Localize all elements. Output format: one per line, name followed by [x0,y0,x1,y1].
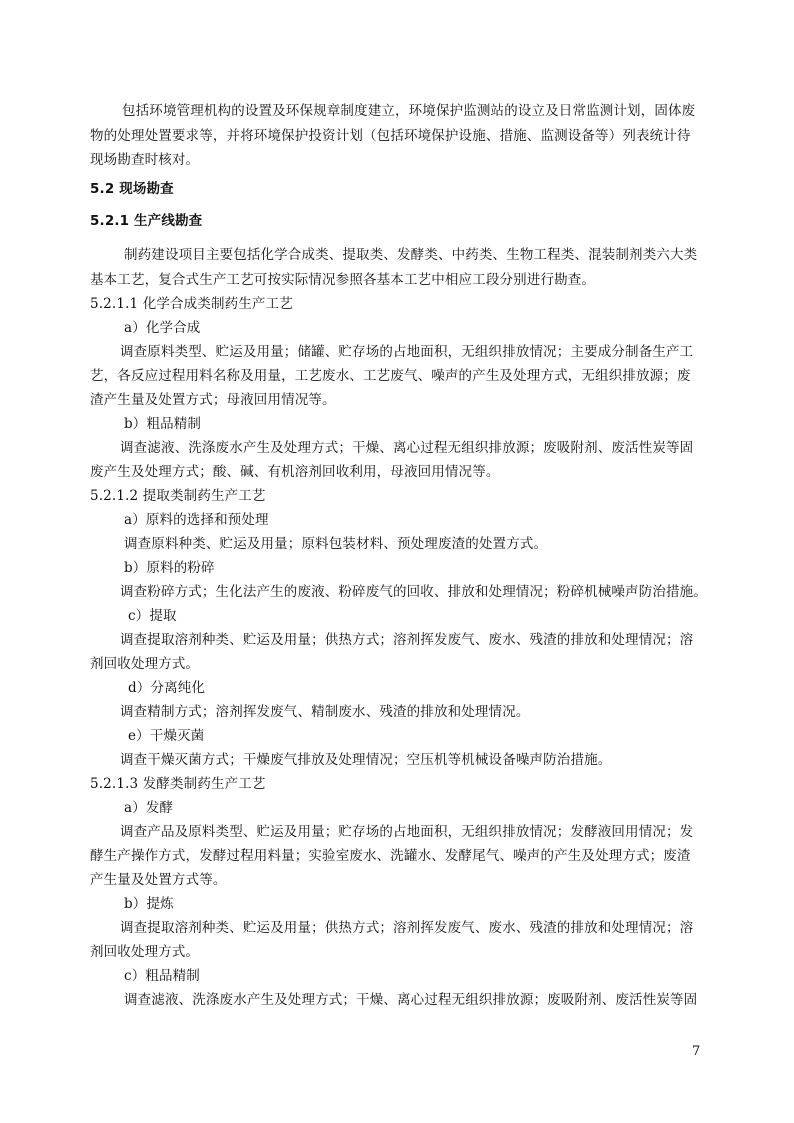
ferment-a-label: a）发酵 [124,800,174,816]
para-5-2-1-line-1: 制药建设项目主要包括化学合成类、提取类、发酵类、中药类、生物工程类、混装制剂类六大类 [124,247,698,263]
intro-line-2: 物的处理处置要求等，并将环境保护投资计划（包括环境保护设施、措施、监测设备等）列表统计待 [90,128,691,144]
page-number: 7 [692,1044,701,1059]
ferment-c-label: c）粗品精制 [124,968,200,984]
chem-a-text-1: 调查原料类型、贮运及用量；储罐、贮存场的占地面积，无组织排放情况；主要成分制备生产工 [120,344,694,360]
chem-a-text-3: 渣产生量及处置方式；母液回用情况等。 [90,392,336,408]
chem-a-text-2: 艺，各反应过程用料名称及用量，工艺废水、工艺废气、噪声的产生及处理方式，无组织排放源；废 [90,368,691,384]
chem-b-text-1: 调查滤液、洗涤废水产生及处理方式；干燥、离心过程无组织排放源；废吸附剂、废活性炭等固 [120,440,694,456]
chem-b-text-2: 废产生及处理方式；酸、碱、有机溶剂回收利用，母液回用情况等。 [90,464,500,480]
chem-b-label: b）粗品精制 [124,416,202,432]
ferment-a-text-2: 酵生产操作方式，发酵过程用料量；实验室废水、洗罐水、发酵尾气、噪声的产生及处理方式；废渣 [90,848,691,864]
heading-5-2-1-1: 5.2.1.1 化学合成类制药生产工艺 [90,296,293,312]
ferment-a-text-1: 调查产品及原料类型、贮运及用量；贮存场的占地面积，无组织排放情况；发酵液回用情况；发 [120,824,694,840]
ferment-b-text-2: 剂回收处理方式。 [90,944,200,960]
para-5-2-1-line-2: 基本工艺，复合式生产工艺可按实际情况参照各基本工艺中相应工段分别进行勘查。 [90,272,596,288]
heading-5-2-1-2: 5.2.1.2 提取类制药生产工艺 [90,488,266,504]
ferment-b-text-1: 调查提取溶剂种类、贮运及用量；供热方式；溶剂挥发废气、废水、残渣的排放和处理情况；溶 [120,920,694,936]
extract-a-label: a）原料的选择和预处理 [124,512,269,528]
extract-b-text-1: 调查粉碎方式；生化法产生的废液、粉碎废气的回收、排放和处理情况；粉碎机械噪声防治措施。 [120,584,707,600]
chem-a-label: a）化学合成 [124,320,201,336]
intro-line-3: 现场勘查时核对。 [90,152,200,168]
extract-e-text-1: 调查干燥灭菌方式；干燥废气排放及处理情况；空压机等机械设备噪声防治措施。 [120,752,612,768]
ferment-c-text-1: 调查滤液、洗涤废水产生及处理方式；干燥、离心过程无组织排放源；废吸附剂、废活性炭等固 [124,992,698,1008]
intro-line-1: 包括环境管理机构的设置及环保规章制度建立，环境保护监测站的设立及日常监测计划，固体废 [122,103,696,119]
heading-5-2: 5.2 现场勘查 [90,181,174,197]
extract-b-label: b）原料的粉碎 [124,560,215,576]
extract-a-text-1: 调查原料种类、贮运及用量；原料包装材料、预处理废渣的处置方式。 [124,536,548,552]
extract-d-label: d）分离纯化 [128,680,206,696]
extract-e-label: e）干燥灭菌 [128,728,205,744]
ferment-a-text-3: 产生量及处置方式等。 [90,872,227,888]
extract-c-text-1: 调查提取溶剂种类、贮运及用量；供热方式；溶剂挥发废气、废水、残渣的排放和处理情况；溶 [120,632,694,648]
ferment-b-label: b）提炼 [124,896,174,912]
extract-c-text-2: 剂回收处理方式。 [90,656,200,672]
heading-5-2-1-3: 5.2.1.3 发酵类制药生产工艺 [90,776,266,792]
extract-d-text-1: 调查精制方式；溶剂挥发废气、精制废水、残渣的排放和处理情况。 [120,704,530,720]
extract-c-label: c）提取 [128,608,177,624]
heading-5-2-1: 5.2.1 生产线勘查 [90,213,203,229]
